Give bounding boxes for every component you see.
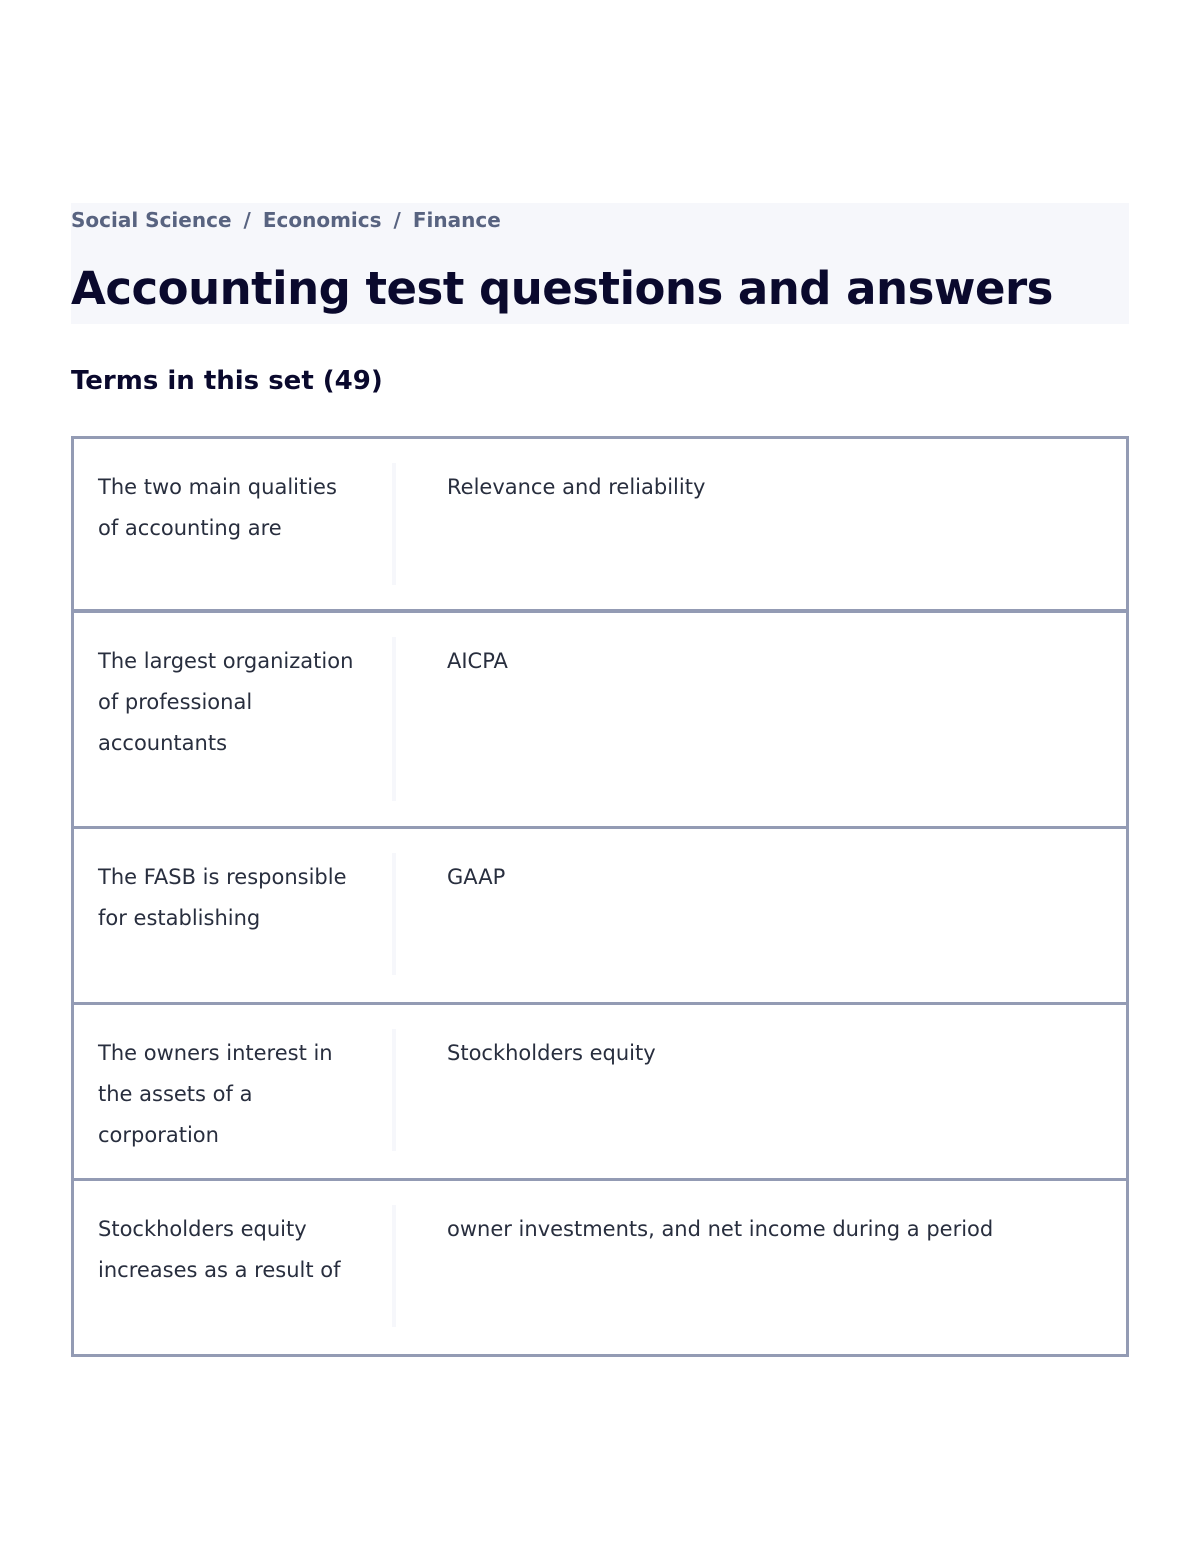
term-card	[71, 826, 1129, 1005]
term-card	[71, 436, 1129, 612]
definition-text: owner investments, and net income during a period	[447, 1217, 994, 1241]
term-divider	[392, 463, 396, 585]
term-divider	[392, 1029, 396, 1151]
breadcrumb-separator: /	[393, 208, 401, 232]
term-text: The largest organization of professional accountants	[98, 649, 354, 755]
term-text: The two main qualities of accounting are	[98, 475, 337, 540]
breadcrumb	[71, 205, 501, 235]
breadcrumb-finance[interactable]: Finance	[412, 208, 501, 232]
term-divider	[392, 1205, 396, 1327]
definition-text: AICPA	[447, 649, 508, 673]
term-text: The FASB is responsible for establishing	[98, 865, 347, 930]
term-text: Stockholders equity increases as a result of	[98, 1217, 341, 1282]
definition-text: Relevance and reliability	[447, 475, 706, 499]
term-divider	[392, 637, 396, 801]
term-text: The owners interest in the assets of a corporation	[98, 1041, 333, 1147]
term-divider	[392, 853, 396, 975]
definition-text: Stockholders equity	[447, 1041, 656, 1065]
page-title: Accounting test questions and answers	[71, 262, 1053, 315]
term-card	[71, 1178, 1129, 1357]
term-card	[71, 1002, 1129, 1181]
definition-text: GAAP	[447, 865, 506, 889]
term-card	[71, 610, 1129, 829]
breadcrumb-social-science[interactable]: Social Science	[71, 208, 232, 232]
breadcrumb-economics[interactable]: Economics	[262, 208, 382, 232]
breadcrumb-separator: /	[243, 208, 251, 232]
terms-heading: Terms in this set (49)	[71, 366, 383, 396]
